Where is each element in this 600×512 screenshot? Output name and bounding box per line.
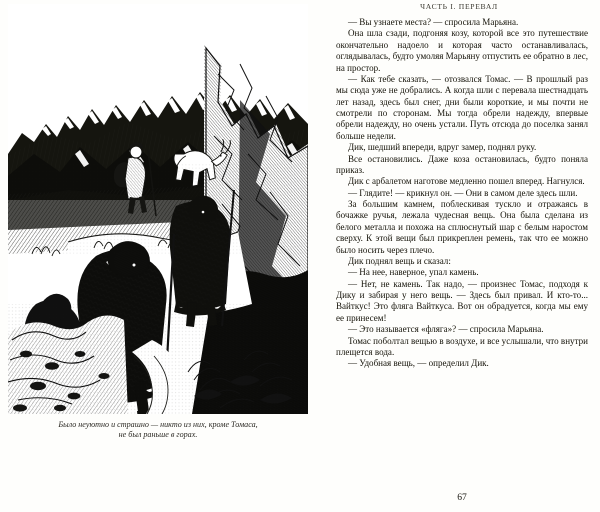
- paragraph: Томас поболтал вещью в воздухе, и все услышали, что внутри плещется вода.: [336, 335, 588, 357]
- paragraph: — Глядите! — крикнул он. — Они в самом деле здесь шли.: [348, 187, 578, 198]
- paragraph: Дик с арбалетом наготове медленно пошел вперед. Нагнулся.: [348, 176, 585, 187]
- paragraph: — На нее, наверное, упал камень.: [348, 267, 479, 278]
- body-text-column: [336, 17, 588, 487]
- page-number: 67: [457, 492, 467, 503]
- illustration-column: [0, 0, 320, 470]
- paragraph: Все остановились. Даже коза остановилась, будто поняла приказ.: [336, 153, 588, 175]
- paragraph: Она шла сзади, подгоняя козу, которой все это путешествие окончательно надоело и которая часто останавливалась, оглядывалась, будто умоляя Марьяну отпустить ее обратно в лес, на простор.: [336, 28, 588, 73]
- paragraph: Дик поднял вещь и сказал:: [348, 255, 451, 266]
- mountain-pass-travellers-engraving: [8, 4, 308, 414]
- paragraph: — Вы узнаете места? — спросила Марьяна.: [348, 17, 519, 27]
- paragraph: — Это называется «фляга»? — спросила Марьяна.: [348, 324, 544, 335]
- paragraph: — Нет, не камень. Так надо, — произнес Томас, подходя к Дику и забирая у него вещь. — Здесь был привал. И кто-то... Вайткус! Это фляга Вайткуса. Вот он обрадуется, когда мы ему ее принесем!: [336, 278, 588, 323]
- paragraph: — Удобная вещь, — определил Дик.: [348, 358, 489, 369]
- caption-line-2: не был раньше в горах.: [118, 430, 198, 440]
- paragraph: Дик, шедший впереди, вдруг замер, поднял руку.: [348, 142, 537, 153]
- paragraph: — Как тебе сказать, — отозвался Томас. — В прошлый раз мы сюда уже не добрались. А когда шли с перевала шестнадцать лет назад, здесь был снег, дни были короткие, и мы почти не смотрели по сторонам. Мы тогда обрели надежду, впервые обрели надежду, но очень устали. Путь отсюда до поселка занял больше недели.: [336, 73, 588, 141]
- caption-line-1: Было неуютно и страшно — никто из них, кроме Томаса,: [58, 420, 258, 429]
- paragraph: За большим камнем, поблескивая тускло и отражаясь в бочажке ручья, лежала чудесная вещь. Она была сделана из белого металла и похожа на сплюснутый шар с белым наростом сверху. К этой вещи был прикреплен ремень, так что ее можно было носить через плечо.: [336, 199, 588, 255]
- illustration-caption: [10, 420, 306, 441]
- running-head: ЧАСТЬ I. ПЕРЕВАЛ: [420, 2, 498, 11]
